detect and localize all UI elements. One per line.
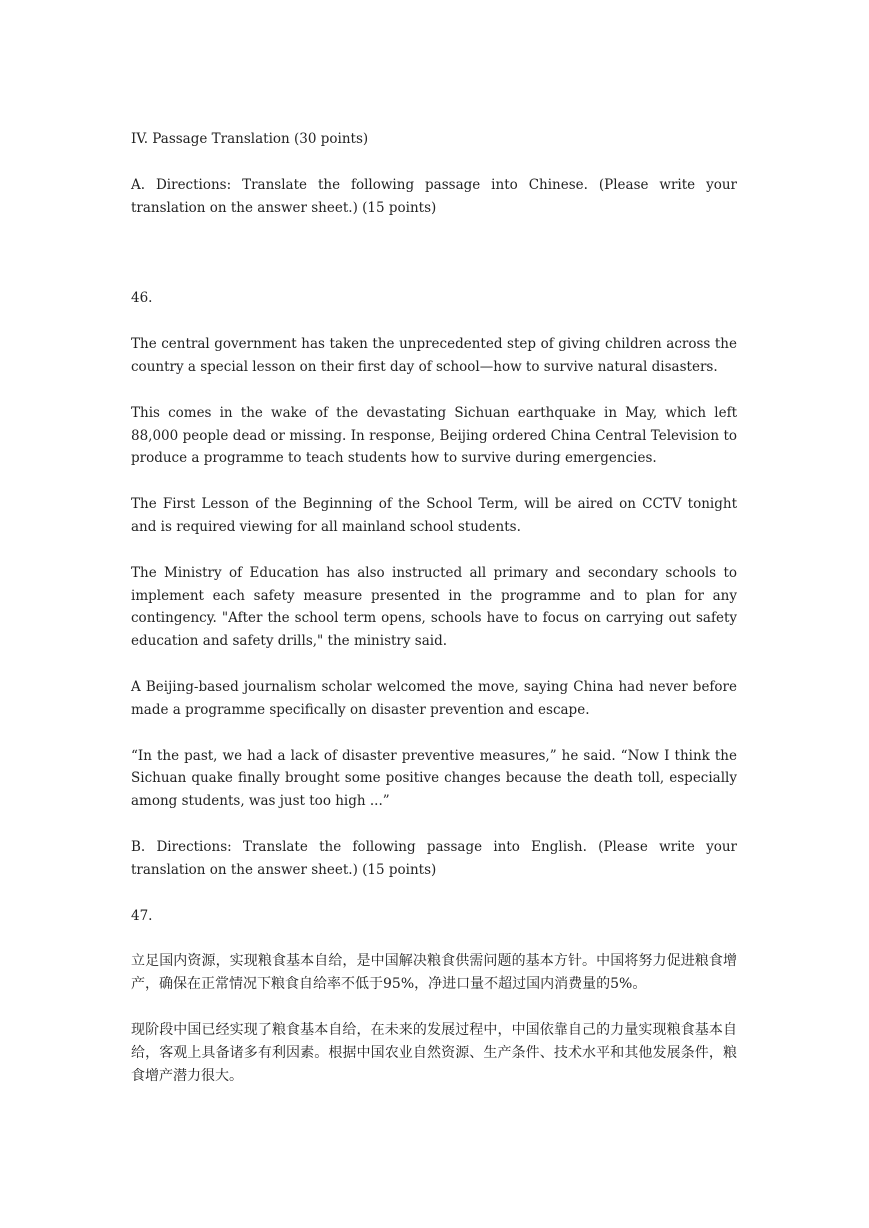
section-title: IV. Passage Translation (30 points) <box>131 131 369 147</box>
spacer <box>131 242 737 287</box>
part-b-paragraph: 立足国内资源，实现粮食基本自给，是中国解决粮食供需问题的基本方针。中国将努力促进粮食增产，确保在正常情况下粮食自给率不低于95%，净进口量不超过国内消费量的5%。 <box>131 953 737 993</box>
part-b-directions: B. Directions: Translate the following passage into English. (Please write your translation on the answer sheet.) (15 points) <box>131 838 737 878</box>
part-a-paragraph: “In the past, we had a lack of disaster preventive measures,” he said. “Now I think the Sichuan quake finally brought some positive changes because the death toll, especially among students, was just too high ...” <box>131 747 737 810</box>
part-a-paragraph: The Ministry of Education has also instructed all primary and secondary schools to implement each safety measure presented in the programme and to plan for any contingency. "After the school term opens, schools have to focus on carrying out safety education and safety drills," the ministry said. <box>131 564 737 650</box>
part-a-paragraph: This comes in the wake of the devastating Sichuan earthquake in May, which left 88,000 people dead or missing. In response, Beijing ordered China Central Television to produce a programme to teach students how to survive during emergencies. <box>131 404 737 467</box>
question-number-46: 46. <box>131 290 153 307</box>
part-a-directions: A. Directions: Translate the following passage into Chinese. (Please write your translation on the answer sheet.) (15 points) <box>131 176 737 216</box>
question-number-47: 47. <box>131 907 153 924</box>
document-page <box>131 128 737 1110</box>
part-a-paragraph: The central government has taken the unprecedented step of giving children across the country a special lesson on their first day of school—how to survive natural disasters. <box>131 336 737 375</box>
part-a-paragraph: A Beijing-based journalism scholar welcomed the move, saying China had never before made a programme specifically on disaster prevention and escape. <box>131 678 737 718</box>
part-a-paragraph: The First Lesson of the Beginning of the School Term, will be aired on CCTV tonight and is required viewing for all mainland school students. <box>131 496 737 535</box>
part-b-paragraph: 现阶段中国已经实现了粮食基本自给，在未来的发展过程中，中国依靠自己的力量实现粮食基本自给，客观上具备诸多有利因素。根据中国农业自然资源、生产条件、技术水平和其他发展条件，粮食增产潜力很大。 <box>131 1021 737 1084</box>
